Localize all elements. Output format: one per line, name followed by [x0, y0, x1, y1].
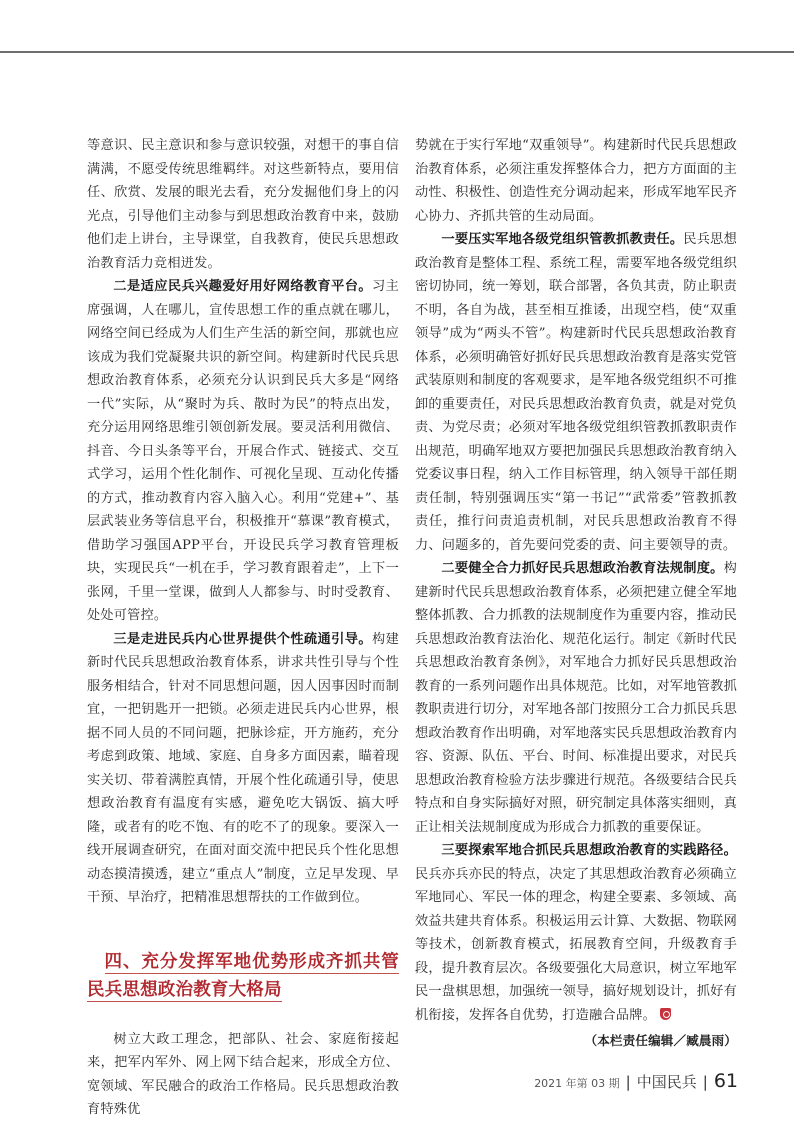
- paragraph: 树立大政工理念，把部队、社会、家庭衔接起来，把军内军外、网上网下结合起来，形成全方位、宽领域、军民融合的政治工作格局。民兵思想政治教育特殊优: [87, 1031, 399, 1117]
- section-heading: [87, 948, 399, 1004]
- page-footer: [534, 1070, 738, 1092]
- paragraph: 势就在于实行军地“双重领导”。构建新时代民兵思想政治教育体系，必须注重发挥整体合力，把方方面面的主动性、积极性、创造性充分调动起来，形成军地军民齐心协力、齐抓共管的生动局面。: [415, 138, 737, 224]
- paragraph: [415, 557, 737, 839]
- magazine-name: 中国民兵: [636, 1073, 697, 1091]
- right-column: [415, 134, 737, 1053]
- paragraph-lead: 二是适应民兵兴趣爱好用好网络教育平台。: [113, 279, 372, 294]
- paragraph-lead: 一要压实军地各级党组织管教抓教责任。: [441, 232, 684, 247]
- paragraph-body: 习主席强调，人在哪儿，宣传思想工作的重点就在哪儿，网络空间已经成为人们生产生活的新空间，那就也应该成为我们党凝聚共识的新空间。构建新时代民兵思想政治教育体系，必须充分认识到民兵大多是“网络一代”实际，从“聚时为兵、散时为民”的特点出发，充分运用网络思维引领创新发展。要灵活利用微信、抖音、今日头条等平台，开展合作式、链接式、交互式学习，运用个性化制作、可视化呈现、互动化传播的方式，推动教育内容入脑入心。利用“党建+”、基层武装业务等信息平台，积极推开“慕课”教育模式，借助学习强国APP平台，开设民兵学习教育管理板块，实现民兵“一机在手，学习教育跟着走”，上下一张网，千里一堂课，做到人人都参与、时时受教育、处处可管控。: [87, 279, 399, 623]
- header-rule: [0, 51, 794, 53]
- paragraph: [87, 275, 399, 628]
- left-column: [87, 134, 399, 1122]
- editor-note: （本栏责任编辑／臧晨雨）: [584, 1033, 737, 1048]
- paragraph-body: 民兵思想政治教育是整体工程、系统工程，需要军地各级党组织密切协同，统一筹划，联合部署，各负其责，防止职责不明，各自为战，甚至相互推诿，出现空档，使“双重领导”成为“两头不管”。构建新时代民兵思想政治教育体系，必须明确管好抓好民兵思想政治教育是落实党管武装原则和制度的客观要求，是军地各级党组织不可推卸的重要责任，对民兵思想政治教育负责，就是对党负责、为党尽责；必须对军地各级党组织管教抓教职责作出规范，明确军地双方要把加强民兵思想政治教育纳入党委议事日程，纳入工作目标管理，纳入领导干部任期责任制，特别强调压实“第一书记”“武常委”管教抓教责任，推行问责追责机制，对民兵思想政治教育不得力、问题多的，首先要问党委的责、问主要领导的责。: [415, 232, 737, 553]
- paragraph-lead: 三要探索军地合抓民兵思想政治教育的实践路径。: [441, 843, 737, 858]
- issue-label: 2021 年第 03 期: [534, 1077, 620, 1090]
- paragraph-body: 民兵亦兵亦民的特点，决定了其思想政治教育必须确立军地同心、军民一体的理念，构建全要素、多领域、高效益共建共育体系。积极运用云计算、大数据、物联网等技术，创新教育模式，拓展教育空间，升级教育手段，提升教育层次。各级要强化大局意识，树立军地军民一盘棋思想，加强统一领导，搞好规划设计，抓好有机衔接，发挥各自优势，打造融合品牌。: [415, 866, 737, 1023]
- paragraph: [87, 628, 399, 910]
- paragraph-body: 构建新时代民兵思想政治教育体系，讲求共性引导与个性服务相结合，针对不同思想问题，因人因事因时而制宜，一把钥匙开一把锁。必须走进民兵内心世界，根据不同人员的不同问题，把脉诊症，开方施药，充分考虑到政策、地域、家庭、自身多方面因素，瞄着现实关切、带着满腔真情，开展个性化疏通引导，使思想政治教育有温度有实感，避免吃大锅饭、搞大呼隆，或者有的吃不饱、有的吃不了的现象。要深入一线开展调查研究，在面对面交流中把民兵个性化思想动态摸清摸透，建立“重点人”制度，立足早发现、早干预、早治疗，把精准思想帮扶的工作做到位。: [87, 631, 399, 905]
- paragraph: 等意识、民主意识和参与意识较强，对想干的事自信满满，不愿受传统思维羁绊。对这些新特点，要用信任、欣赏、发展的眼光去看，充分发掘他们身上的闪光点，引导他们主动参与到思想政治教育中来，鼓励他们走上讲台，主导课堂，自我教育，使民兵思想政治教育活力竞相迸发。: [87, 138, 399, 271]
- footer-divider: |: [625, 1073, 631, 1091]
- paragraph: [415, 839, 737, 1027]
- footer-divider: |: [702, 1073, 708, 1091]
- end-of-article-shield-icon: [660, 1008, 671, 1020]
- paragraph-body: 构建新时代民兵思想政治教育体系，必须把建立健全军地整体抓教、合力抓教的法规制度作为重要内容，推动民兵思想政治教育法治化、规范化运行。制定《新时代民兵思想政治教育条例》，对军地合力抓好民兵思想政治教育的一系列问题作出具体规范。比如，对军地管教抓教职责进行切分，对军地各部门按照分工合力抓民兵思想政治教育作出明确，对军地落实民兵思想政治教育内容、资源、队伍、平台、时间、标准提出要求，对民兵思想政治教育检验方法步骤进行规范。各级要结合民兵特点和自身实际搞好对照，研究制定具体落实细则，真正让相关法规制度成为形成合力抓教的重要保证。: [415, 561, 737, 835]
- paragraph-lead: 三是走进民兵内心世界提供个性疏通引导。: [113, 631, 372, 647]
- page-number: 61: [713, 1070, 738, 1092]
- paragraph-lead: 二要健全合力抓好民兵思想政治教育法规制度。: [441, 561, 724, 576]
- section-heading-text: 四、充分发挥军地优势形成齐抓共管民兵思想政治教育大格局: [87, 951, 399, 1000]
- paragraph: [415, 228, 737, 557]
